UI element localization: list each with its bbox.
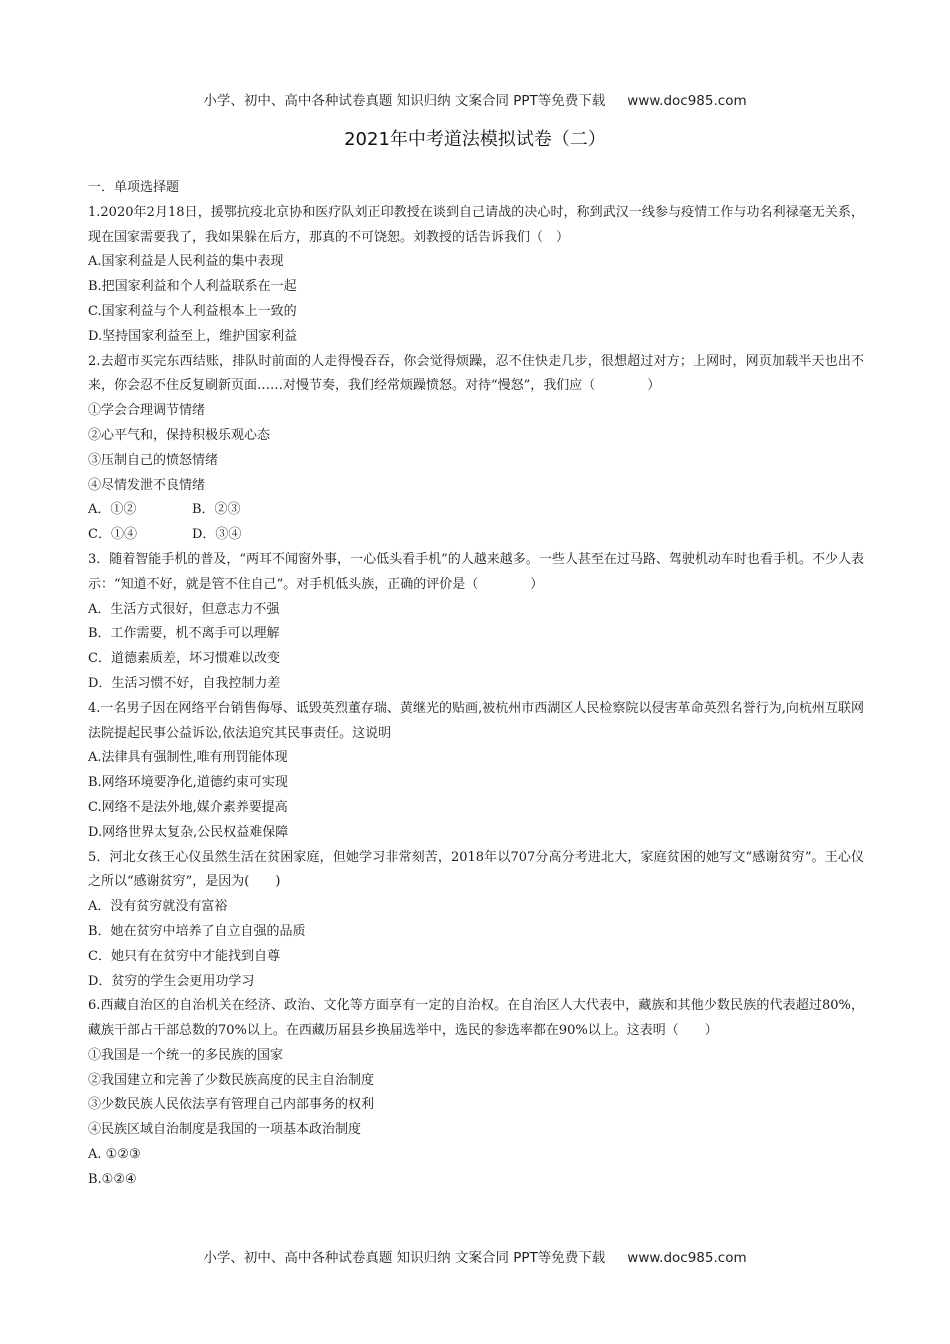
question-1-option-b: B.把国家利益和个人利益联系在一起 [88, 279, 297, 295]
question-2-option-b: B．②③ [192, 502, 241, 518]
question-4-option-c: C.网络不是法外地,媒介素养要提高 [88, 799, 288, 815]
question-6-option-b: B.①②④ [88, 1171, 137, 1187]
question-2-option-d: D．③④ [192, 527, 242, 543]
question-2-options-row-2 [88, 523, 864, 548]
question-3-option-a: A．生活方式很好，但意志力不强 [88, 601, 280, 617]
page-footer [0, 1246, 950, 1266]
question-5-stem: 5．河北女孩王心仪虽然生活在贫困家庭，但她学习非常刻苦，2018年以707分高分考进北大，家庭贫困的她写文“感谢贫穷”。王心仪之所以“感谢贫穷”，是因为( ) [88, 849, 864, 890]
question-3-option-b: B．工作需要，机不离手可以理解 [88, 626, 280, 642]
question-5-option-d: D．贫穷的学生会更用功学习 [88, 973, 255, 989]
question-2-statement-1: ①学会合理调节情绪 [88, 403, 206, 419]
footer-text: 小学、初中、高中各种试卷真题 知识归纳 文案合同 PPT等免费下载 [203, 1250, 606, 1266]
question-4-option-d: D.网络世界太复杂,公民权益难保障 [88, 824, 289, 840]
question-2-statement-4: ④尽情发泄不良情绪 [88, 477, 206, 493]
question-6-statement-2: ②我国建立和完善了少数民族高度的民主自治制度 [88, 1072, 375, 1088]
question-2-options-row-1 [88, 498, 864, 523]
question-3-option-d: D．生活习惯不好，自我控制力差 [88, 675, 281, 691]
header-site-link[interactable]: www.doc985.com [627, 93, 747, 109]
section-heading: 一．单项选择题 [88, 180, 180, 195]
question-4-option-b: B.网络环境要净化,道德约束可实现 [88, 775, 288, 791]
question-3-stem: 3．随着智能手机的普及，“两耳不闻窗外事，一心低头看手机”的人越来越多。一些人甚至在过马路、驾驶机动车时也看手机。不少人表示：“知道不好，就是管不住自己”。对手机低头族，正确的评价是（ ） [88, 551, 864, 592]
question-1-option-a: A.国家利益是人民利益的集中表现 [88, 254, 284, 270]
question-6-statement-3: ③少数民族人民依法享有管理自己内部事务的权利 [88, 1097, 375, 1113]
question-1-option-d: D.坚持国家利益至上，维护国家利益 [88, 328, 298, 344]
question-2-option-c: C．①④ [88, 527, 137, 543]
question-6-statement-4: ④民族区域自治制度是我国的一项基本政治制度 [88, 1122, 362, 1138]
question-6-option-a: A. ①②③ [88, 1147, 141, 1163]
question-5-option-b: B．她在贫穷中培养了自立自强的品质 [88, 923, 306, 939]
question-2-statement-2: ②心平气和，保持积极乐观心态 [88, 427, 271, 443]
question-1-stem: 1.2020年2月18日，援鄂抗疫北京协和医疗队刘正印教授在谈到自己请战的决心时，称到武汉一线参与疫情工作与功名利禄毫无关系，现在国家需要我了，我如果躲在后方，那真的不可饶恕。刘教授的话告诉我们（ ） [88, 204, 864, 245]
question-6-statement-1: ①我国是一个统一的多民族的国家 [88, 1047, 284, 1063]
question-4-stem: 4.一名男子因在网络平台销售侮辱、诋毁英烈董存瑞、黄继光的贴画,被杭州市西湖区人民检察院以侵害革命英烈名誉行为,向杭州互联网法院提起民事公益诉讼,依法追究其民事责任。这说明 [88, 700, 864, 741]
question-5-option-a: A．没有贫穷就没有富裕 [88, 899, 228, 915]
header-text: 小学、初中、高中各种试卷真题 知识归纳 文案合同 PPT等免费下载 [203, 93, 606, 109]
page-header [0, 89, 950, 109]
question-2-statement-3: ③压制自己的愤怒情绪 [88, 452, 219, 468]
question-3-option-c: C．道德素质差，坏习惯难以改变 [88, 651, 280, 667]
question-2-stem: 2.去超市买完东西结账，排队时前面的人走得慢吞吞，你会觉得烦躁，忍不住快走几步，很想超过对方；上网时，网页加载半天也出不来，你会忍不住反复刷新页面……对慢节奏，我们经常烦躁愤怒。对待“慢怒”，我们应（ ） [88, 353, 864, 394]
question-2-option-a: A．①② [88, 502, 137, 518]
question-6-stem: 6.西藏自治区的自治机关在经济、政治、文化等方面享有一定的自治权。在自治区人大代表中，藏族和其他少数民族的代表超过80%，藏族干部占干部总数的70%以上。在西藏历届县乡换届选举中，选民的参选率都在90%以上。这表明（ ） [88, 998, 864, 1039]
exam-content [88, 176, 864, 1193]
footer-site-link[interactable]: www.doc985.com [627, 1250, 747, 1266]
question-1-option-c: C.国家利益与个人利益根本上一致的 [88, 303, 297, 319]
question-4-option-a: A.法律具有强制性,唯有刑罚能体现 [88, 750, 288, 766]
question-5-option-c: C．她只有在贫穷中才能找到自尊 [88, 948, 280, 964]
page-title: 2021年中考道法模拟试卷（二） [344, 129, 606, 150]
